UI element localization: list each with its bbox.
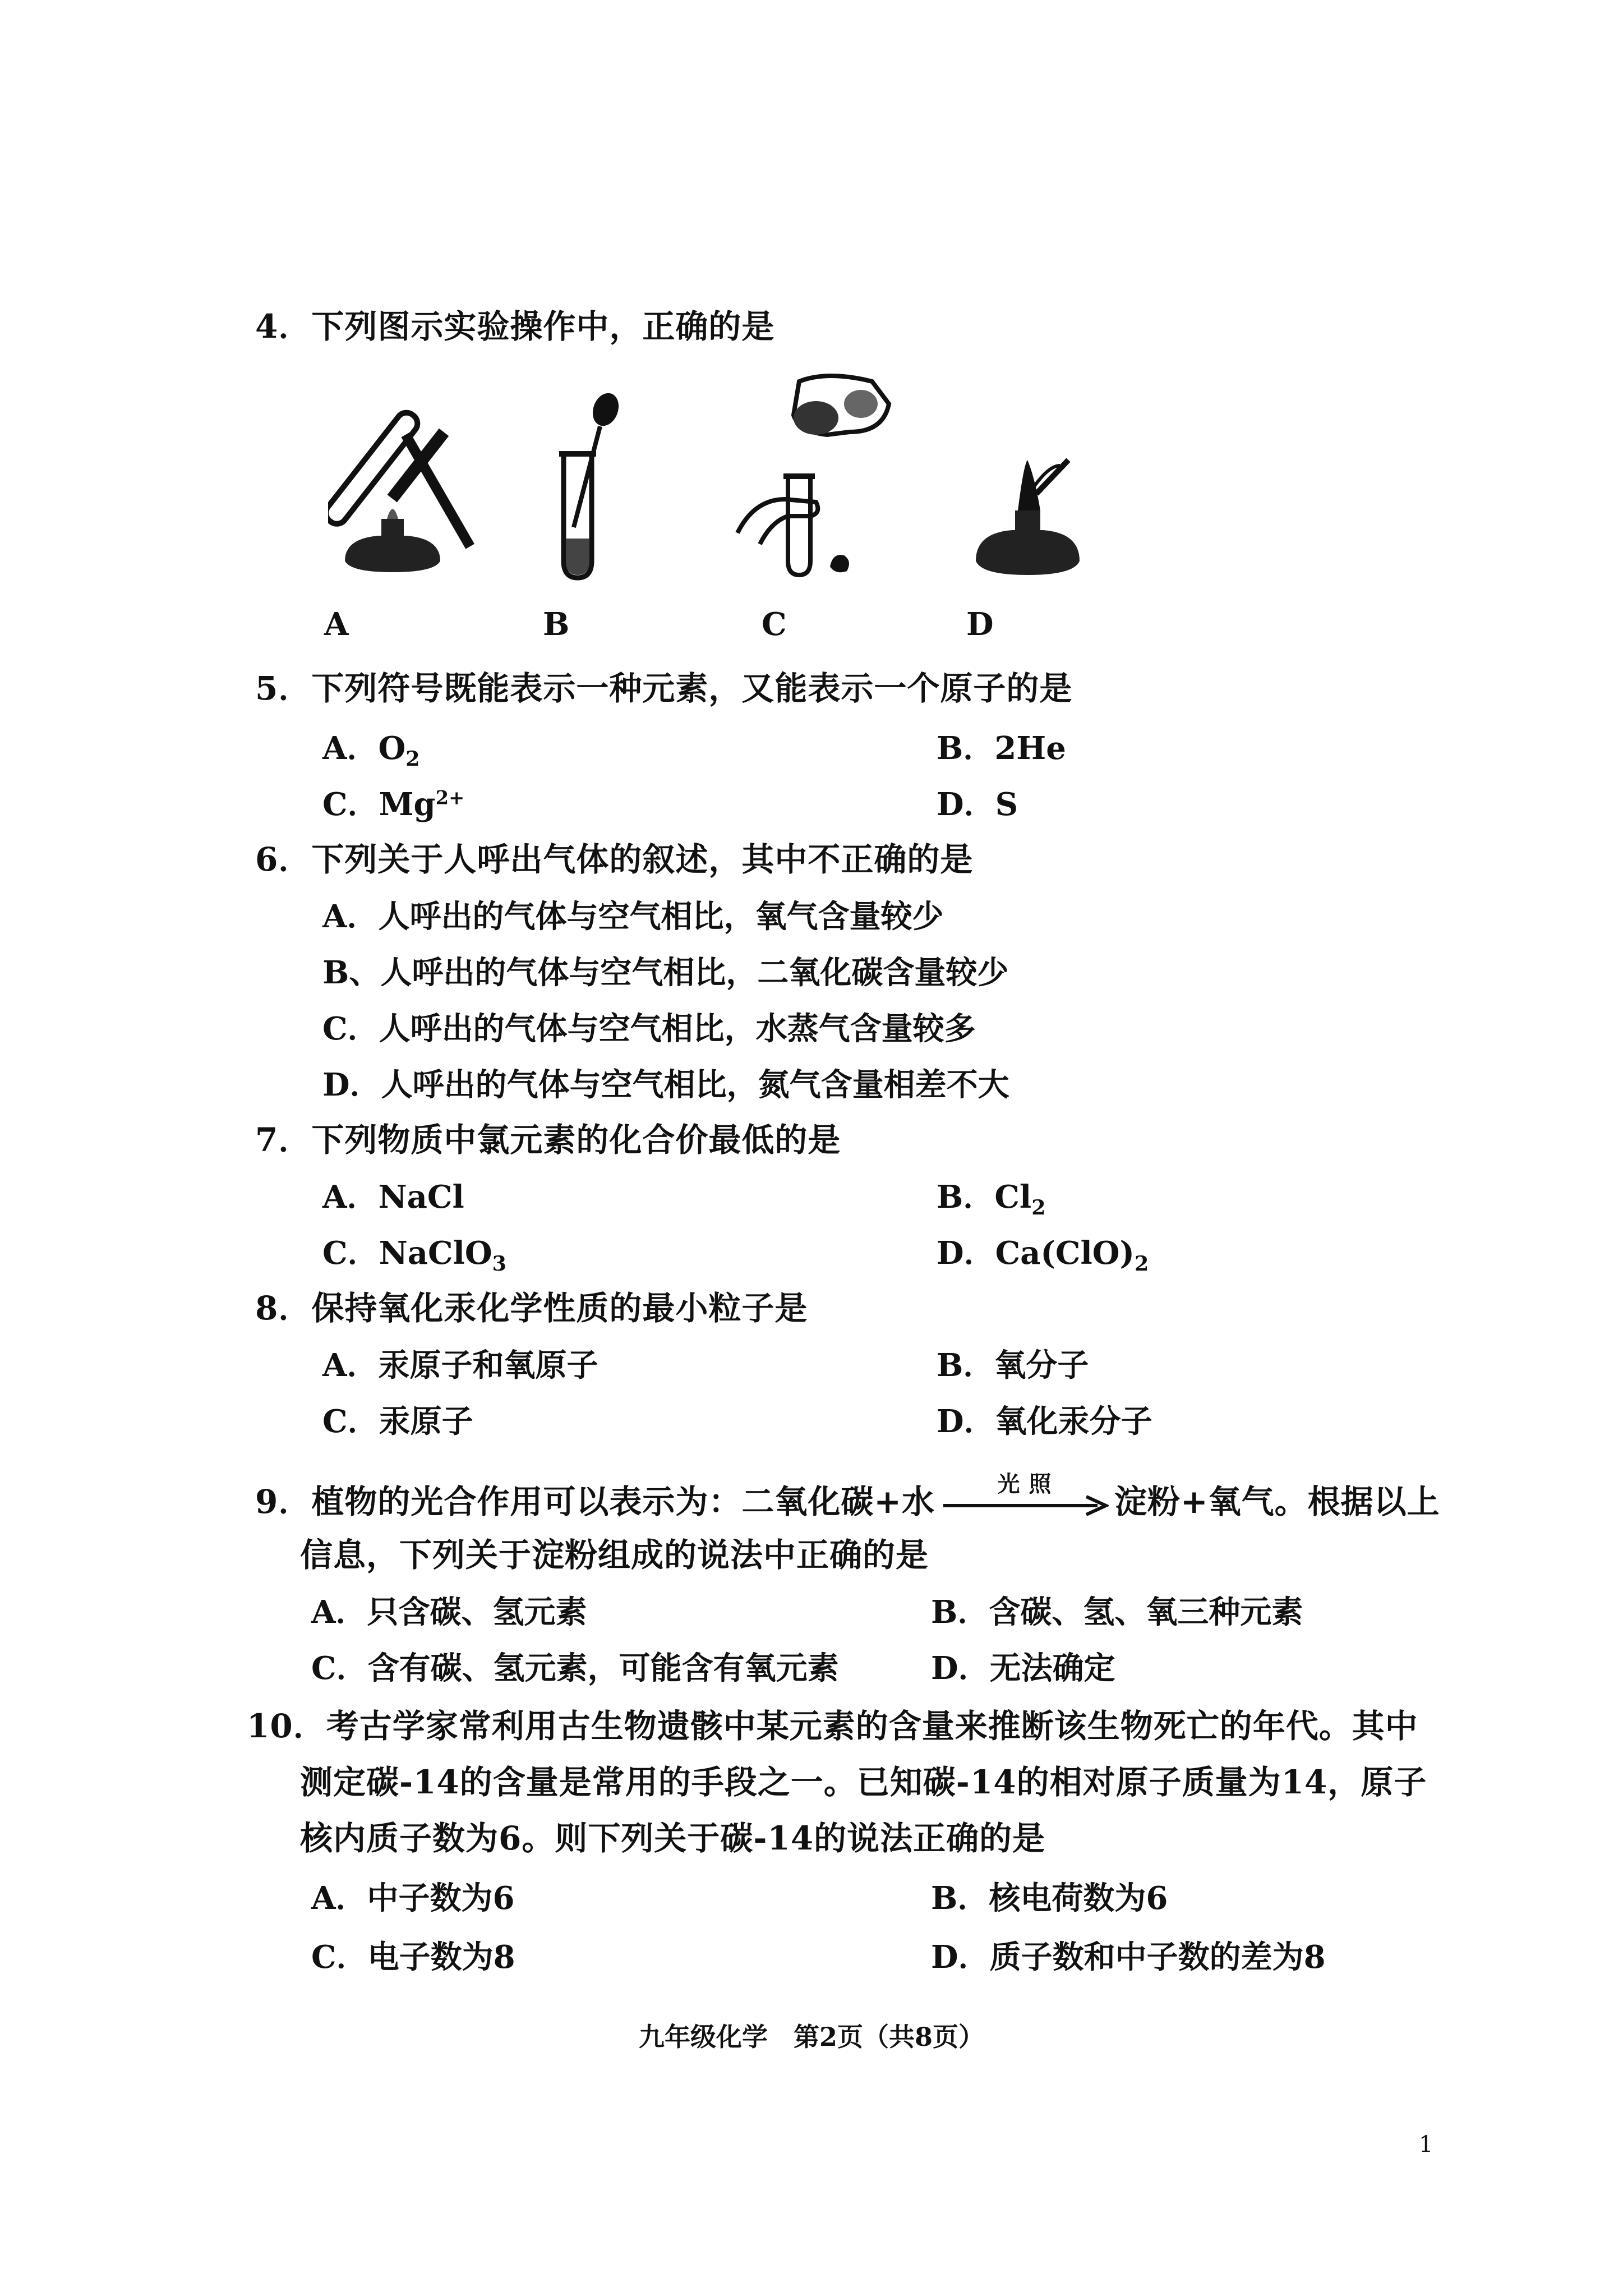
q8-option-b: B．氧分子	[937, 1347, 1089, 1384]
q6-option-c: C．人呼出的气体与空气相比，水蒸气含量较多	[322, 1010, 976, 1047]
heating-test-tube-icon	[328, 393, 508, 583]
q4-label-a: A	[324, 606, 349, 643]
q7-option-c: C．NaClO$_3$	[322, 1235, 506, 1276]
arrow-condition: 光 照	[997, 1471, 1052, 1497]
q8-option-d: D．氧化汞分子	[937, 1403, 1152, 1440]
page-number: 1	[1419, 2132, 1433, 2157]
q10-line3: 核内质子数为6。则下列关于碳-14的说法正确的是	[300, 1819, 1046, 1857]
q9-stem-line2: 信息，下列关于淀粉组成的说法中正确的是	[300, 1536, 929, 1574]
q10-option-c: C．电子数为8	[311, 1939, 515, 1976]
q10-line1: 10．考古学家常利用古生物遗骸中某元素的含量来推断该生物死亡的年代。其中	[247, 1707, 1418, 1745]
q5-option-c: C．$Mg^{2+}$	[322, 786, 465, 823]
q10-option-d: D．质子数和中子数的差为8	[931, 1939, 1326, 1976]
q7-option-a: A．NaCl	[322, 1179, 464, 1216]
q10-option-a: A．中子数为6	[311, 1880, 515, 1917]
lit-alcohol-lamp-icon	[965, 449, 1094, 583]
q8-option-a: A．汞原子和氧原子	[322, 1347, 598, 1384]
q6-option-d: D．人呼出的气体与空气相比，氮气含量相差不大	[322, 1066, 1009, 1103]
q9-option-b: B．含碳、氢、氧三种元素	[931, 1594, 1303, 1631]
q6-option-a: A．人呼出的气体与空气相比，氧气含量较少	[322, 898, 944, 935]
page-footer: 九年级化学 第2页（共8页）	[638, 2022, 984, 2052]
q7-stem: 7．下列物质中氯元素的化合价最低的是	[255, 1121, 841, 1159]
reaction-arrow	[940, 1471, 1109, 1521]
q9-option-c: C．含有碳、氢元素，可能含有氧元素	[311, 1650, 839, 1687]
q4-label-c: C	[762, 606, 787, 643]
q9-stem-end: 淀粉+氧气。根据以上	[1114, 1483, 1440, 1521]
q4-label-d: D	[966, 606, 994, 643]
q6-option-b: B、人呼出的气体与空气相比，二氧化碳含量较少	[322, 954, 1009, 991]
q9-stem	[255, 1471, 1440, 1522]
q5-stem: 5．下列符号既能表示一种元素，又能表示一个原子的是	[255, 669, 1073, 707]
q5-option-d: D．S	[937, 786, 1018, 823]
q10-option-b: B．核电荷数为6	[931, 1880, 1168, 1917]
q7-option-d: D．$Ca(ClO)_2$	[937, 1235, 1149, 1276]
q5-option-a: A．$O_2$	[322, 730, 420, 771]
q9-stem-start: 9．植物的光合作用可以表示为：二氧化碳+水	[255, 1483, 935, 1521]
q8-option-c: C．汞原子	[322, 1403, 473, 1440]
q8-stem: 8．保持氧化汞化学性质的最小粒子是	[255, 1289, 808, 1327]
q7-option-b: B．$Cl_2$	[937, 1179, 1046, 1220]
q5-option-b: B．2He	[937, 730, 1066, 767]
q9-option-a: A．只含碳、氢元素	[311, 1594, 587, 1631]
q4-stem: 4．下列图示实验操作中，正确的是	[255, 307, 775, 346]
q10-line2: 测定碳-14的含量是常用的手段之一。已知碳-14的相对原子质量为14，原子	[300, 1763, 1427, 1801]
q6-stem: 6．下列关于人呼出气体的叙述，其中不正确的是	[255, 840, 974, 878]
q4-label-b: B	[543, 606, 570, 643]
q9-option-d: D．无法确定	[931, 1650, 1115, 1687]
dropper-in-test-tube-icon	[547, 393, 625, 583]
right-arrow-icon	[940, 1488, 1109, 1521]
adding-solid-to-test-tube-icon	[732, 370, 911, 583]
